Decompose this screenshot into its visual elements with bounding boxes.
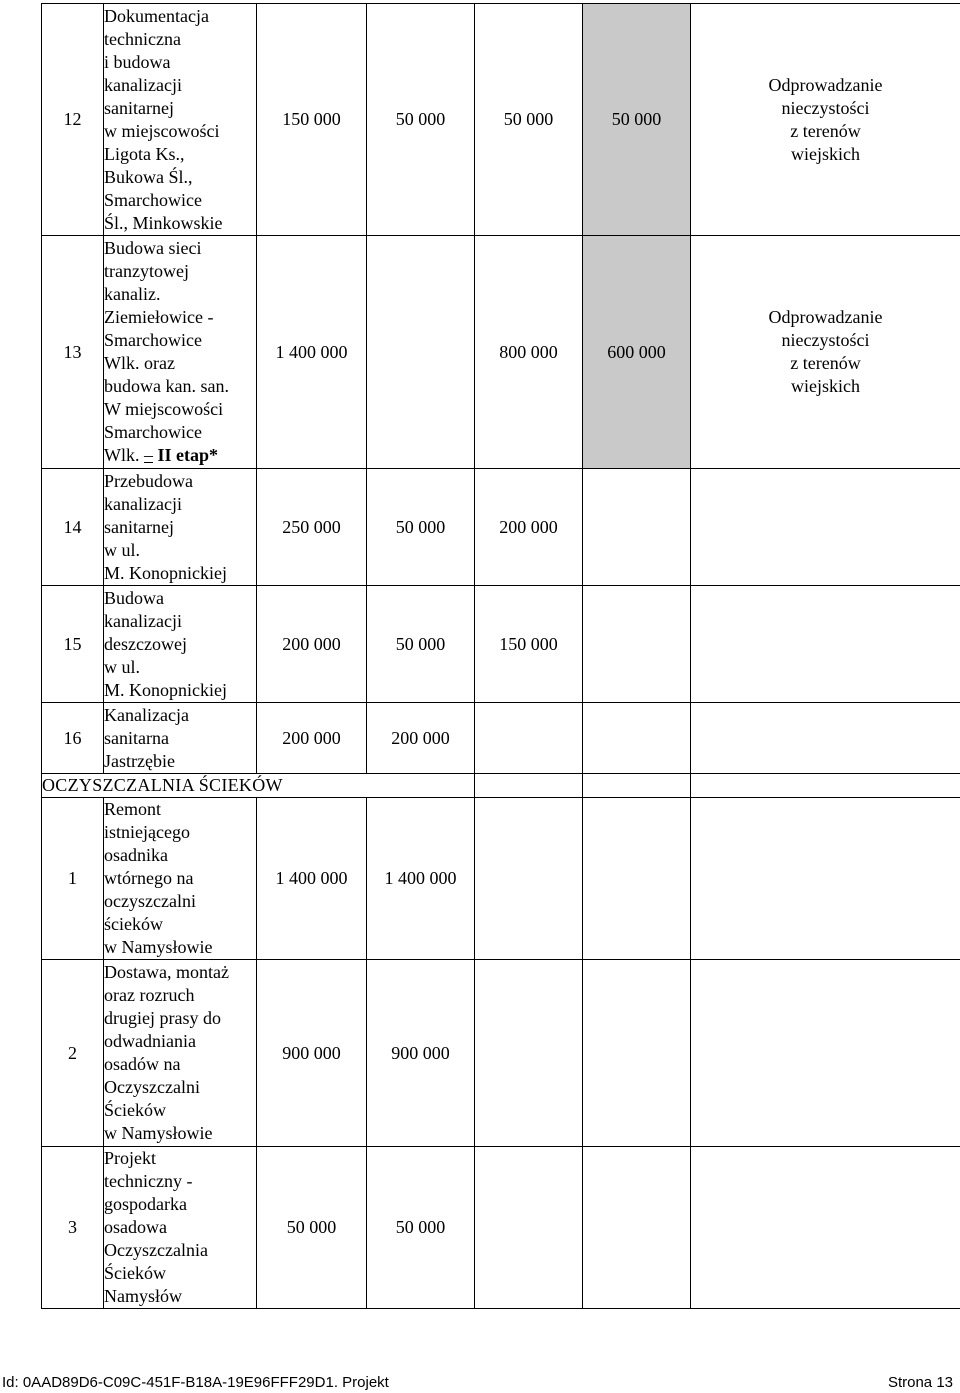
task-name bbox=[104, 798, 257, 960]
purpose-line: Odprowadzanie bbox=[768, 307, 883, 327]
task-name-line: odwadniania bbox=[104, 1031, 196, 1051]
task-name-line: osadów na bbox=[104, 1054, 181, 1074]
year-amount: 50 000 bbox=[367, 469, 475, 586]
total-amount: 50 000 bbox=[257, 1147, 367, 1309]
task-name-line: i budowa bbox=[104, 51, 171, 72]
total-amount: 200 000 bbox=[257, 703, 367, 774]
empty-cell bbox=[691, 798, 960, 960]
purpose-line: Odprowadzanie bbox=[768, 74, 883, 95]
purpose-line: z terenów bbox=[790, 120, 861, 141]
task-name-line: kanalizacji bbox=[104, 610, 182, 631]
task-name bbox=[104, 586, 257, 703]
task-name-line: Dostawa, montaż bbox=[104, 962, 229, 982]
purpose-description bbox=[691, 469, 960, 586]
purpose-description bbox=[691, 703, 960, 774]
task-name-fragment: – bbox=[144, 445, 153, 465]
stage-label: II etap* bbox=[153, 445, 219, 465]
task-name-line: M. Konopnickiej bbox=[104, 679, 227, 700]
task-name-line: sanitarnej bbox=[104, 516, 174, 537]
year-amount bbox=[583, 586, 691, 703]
purpose-line: wiejskich bbox=[791, 143, 860, 164]
task-name-line: Oczyszczalni bbox=[104, 1077, 200, 1097]
task-name-line: w Namysłowie bbox=[104, 937, 213, 957]
task-name bbox=[104, 960, 257, 1147]
task-name-line: istniejącego bbox=[104, 822, 190, 842]
purpose-line: wiejskich bbox=[791, 376, 860, 396]
task-name-line: oczyszczalni bbox=[104, 891, 196, 911]
task-name-line: techniczna bbox=[104, 28, 181, 49]
task-name-line: tranzytowej bbox=[104, 261, 189, 281]
document-id: Id: 0AAD89D6-C09C-451F-B18A-19E96FFF29D1. Projekt bbox=[2, 1374, 389, 1391]
row-number: 14 bbox=[42, 469, 104, 586]
task-name bbox=[104, 469, 257, 586]
year-amount: 200 000 bbox=[367, 703, 475, 774]
task-name-line: drugiej prasy do bbox=[104, 1008, 221, 1028]
task-name-line: Ligota Ks., bbox=[104, 143, 185, 164]
year-amount: 50 000 bbox=[367, 586, 475, 703]
task-name-line: Smarchowice bbox=[104, 330, 202, 350]
year-amount: 1 400 000 bbox=[367, 798, 475, 960]
total-amount: 250 000 bbox=[257, 469, 367, 586]
row-number: 12 bbox=[42, 4, 104, 236]
task-name-line: deszczowej bbox=[104, 633, 187, 654]
purpose-description bbox=[691, 236, 960, 469]
table-row bbox=[42, 960, 960, 1147]
task-name-fragment: Wlk. bbox=[104, 445, 144, 465]
empty-cell bbox=[475, 1147, 583, 1309]
table-row bbox=[42, 586, 960, 703]
task-name-line: Jastrzębie bbox=[104, 750, 175, 771]
task-name-line: sanitarnej bbox=[104, 97, 174, 118]
row-number: 3 bbox=[42, 1147, 104, 1309]
purpose-description bbox=[691, 586, 960, 703]
empty-cell bbox=[475, 798, 583, 960]
year-amount: 50 000 bbox=[475, 4, 583, 236]
task-name-line: gospodarka bbox=[104, 1194, 187, 1214]
task-name-line: ścieków bbox=[104, 914, 163, 934]
task-name-line: sanitarna bbox=[104, 727, 169, 748]
task-name-line: wtórnego na bbox=[104, 868, 194, 888]
task-name-line: Smarchowice bbox=[104, 422, 202, 442]
task-name-line: Remont bbox=[104, 799, 161, 819]
task-name-line: Budowa sieci bbox=[104, 238, 202, 258]
task-name bbox=[104, 236, 257, 469]
task-name-line: Smarchowice bbox=[104, 189, 202, 210]
table-row bbox=[42, 1147, 960, 1309]
task-name-line: Budowa bbox=[104, 587, 164, 608]
year-amount bbox=[583, 469, 691, 586]
total-amount: 150 000 bbox=[257, 4, 367, 236]
section-title: OCZYSZCZALNIA ŚCIEKÓW bbox=[42, 774, 475, 798]
year-amount bbox=[367, 236, 475, 469]
empty-cell bbox=[583, 774, 691, 798]
task-name-line: osadowa bbox=[104, 1217, 167, 1237]
empty-cell bbox=[691, 774, 960, 798]
year-amount: 50 000 bbox=[367, 4, 475, 236]
task-name-line: kanalizacji bbox=[104, 74, 182, 95]
task-name bbox=[104, 703, 257, 774]
task-name-line: techniczny - bbox=[104, 1171, 193, 1191]
task-name-line: w ul. bbox=[104, 656, 140, 677]
task-name-line: kanaliz. bbox=[104, 284, 161, 304]
total-amount: 1 400 000 bbox=[257, 236, 367, 469]
empty-cell bbox=[583, 798, 691, 960]
task-name-line: W miejscowości bbox=[104, 399, 224, 419]
purpose-line: nieczystości bbox=[781, 330, 870, 350]
year-amount: 600 000 bbox=[583, 236, 691, 469]
task-name-line: kanalizacji bbox=[104, 493, 182, 514]
row-number: 1 bbox=[42, 798, 104, 960]
task-name-line: budowa kan. san. bbox=[104, 376, 229, 396]
empty-cell bbox=[475, 774, 583, 798]
task-name-line: w Namysłowie bbox=[104, 1123, 213, 1143]
task-name-line: Wlk. oraz bbox=[104, 353, 175, 373]
task-name-line: Ścieków bbox=[104, 1100, 166, 1120]
year-amount: 200 000 bbox=[475, 469, 583, 586]
table-body bbox=[42, 4, 960, 1309]
task-name-line: oraz rozruch bbox=[104, 985, 195, 1005]
year-amount bbox=[583, 703, 691, 774]
year-amount: 50 000 bbox=[583, 4, 691, 236]
year-amount: 900 000 bbox=[367, 960, 475, 1147]
task-name-line: Przebudowa bbox=[104, 470, 193, 491]
task-name-line: w ul. bbox=[104, 539, 140, 560]
table-row bbox=[42, 236, 960, 469]
empty-cell bbox=[691, 1147, 960, 1309]
task-name-line: Kanalizacja bbox=[104, 704, 189, 725]
table-row bbox=[42, 469, 960, 586]
empty-cell bbox=[691, 960, 960, 1147]
empty-cell bbox=[475, 960, 583, 1147]
row-number: 2 bbox=[42, 960, 104, 1147]
row-number: 16 bbox=[42, 703, 104, 774]
total-amount: 900 000 bbox=[257, 960, 367, 1147]
purpose-line: z terenów bbox=[790, 353, 861, 373]
task-name-line: Bukowa Śl., bbox=[104, 166, 193, 187]
task-name-line: Projekt bbox=[104, 1148, 156, 1168]
task-name bbox=[104, 1147, 257, 1309]
task-name-line: Oczyszczalnia bbox=[104, 1240, 208, 1260]
task-name-line bbox=[104, 444, 256, 467]
empty-cell bbox=[583, 1147, 691, 1309]
task-name bbox=[104, 4, 257, 236]
task-name-line: M. Konopnickiej bbox=[104, 562, 227, 583]
task-name-line: Śl., Minkowskie bbox=[104, 212, 223, 233]
year-amount bbox=[475, 703, 583, 774]
table-row bbox=[42, 703, 960, 774]
purpose-line: nieczystości bbox=[781, 97, 870, 118]
row-number: 13 bbox=[42, 236, 104, 469]
task-name-line: Ścieków bbox=[104, 1263, 166, 1283]
task-name-line: Dokumentacja bbox=[104, 5, 209, 26]
task-name-line: Ziemiełowice - bbox=[104, 307, 214, 327]
total-amount: 1 400 000 bbox=[257, 798, 367, 960]
year-amount: 50 000 bbox=[367, 1147, 475, 1309]
task-name-line: osadnika bbox=[104, 845, 168, 865]
row-number: 15 bbox=[42, 586, 104, 703]
page-number: Strona 13 bbox=[887, 1374, 953, 1391]
year-amount: 150 000 bbox=[475, 586, 583, 703]
investment-table bbox=[41, 3, 960, 1309]
empty-cell bbox=[583, 960, 691, 1147]
table-row bbox=[42, 4, 960, 236]
year-amount: 800 000 bbox=[475, 236, 583, 469]
purpose-description bbox=[691, 4, 960, 236]
total-amount: 200 000 bbox=[257, 586, 367, 703]
task-name-line: Namysłów bbox=[104, 1286, 182, 1306]
section-row bbox=[42, 774, 960, 798]
table-row bbox=[42, 798, 960, 960]
task-name-line: w miejscowości bbox=[104, 120, 220, 141]
